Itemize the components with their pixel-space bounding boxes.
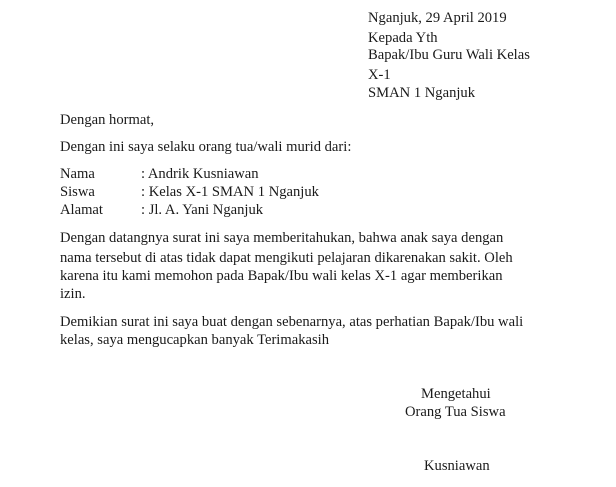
paragraph-line: izin. xyxy=(60,286,86,302)
place-date: Nganjuk, 29 April 2019 xyxy=(368,10,507,26)
recipient-class: X-1 xyxy=(368,67,391,83)
recipient-title: Bapak/Ibu Guru Wali Kelas xyxy=(368,47,530,63)
identity-label: Siswa xyxy=(60,184,95,200)
paragraph-line: nama tersebut di atas tidak dapat mengikuti pelajaran dikarenakan sakit. Oleh xyxy=(60,250,513,266)
identity-value: : Andrik Kusniawan xyxy=(141,166,259,182)
recipient-school: SMAN 1 Nganjuk xyxy=(368,85,476,101)
intro-text: Dengan ini saya selaku orang tua/wali murid dari: xyxy=(60,139,352,155)
identity-label: Alamat xyxy=(60,202,103,218)
signature-known-by: Mengetahui xyxy=(421,386,491,402)
signature-role: Orang Tua Siswa xyxy=(405,404,506,420)
recipient-to: Kepada Yth xyxy=(368,30,438,46)
signature-name: Kusniawan xyxy=(424,458,490,474)
paragraph-line: Demikian surat ini saya buat dengan sebenarnya, atas perhatian Bapak/Ibu wali xyxy=(60,314,524,330)
identity-value: : Jl. A. Yani Nganjuk xyxy=(141,202,264,218)
identity-label: Nama xyxy=(60,166,95,182)
paragraph-line: Dengan datangnya surat ini saya memberitahukan, bahwa anak saya dengan xyxy=(60,230,504,246)
identity-value: : Kelas X-1 SMAN 1 Nganjuk xyxy=(141,184,319,200)
paragraph-line: karena itu kami memohon pada Bapak/Ibu wali kelas X-1 agar memberikan xyxy=(60,268,503,284)
greeting: Dengan hormat, xyxy=(60,112,155,128)
paragraph-line: kelas, saya mengucapkan banyak Terimakasih xyxy=(60,332,330,348)
